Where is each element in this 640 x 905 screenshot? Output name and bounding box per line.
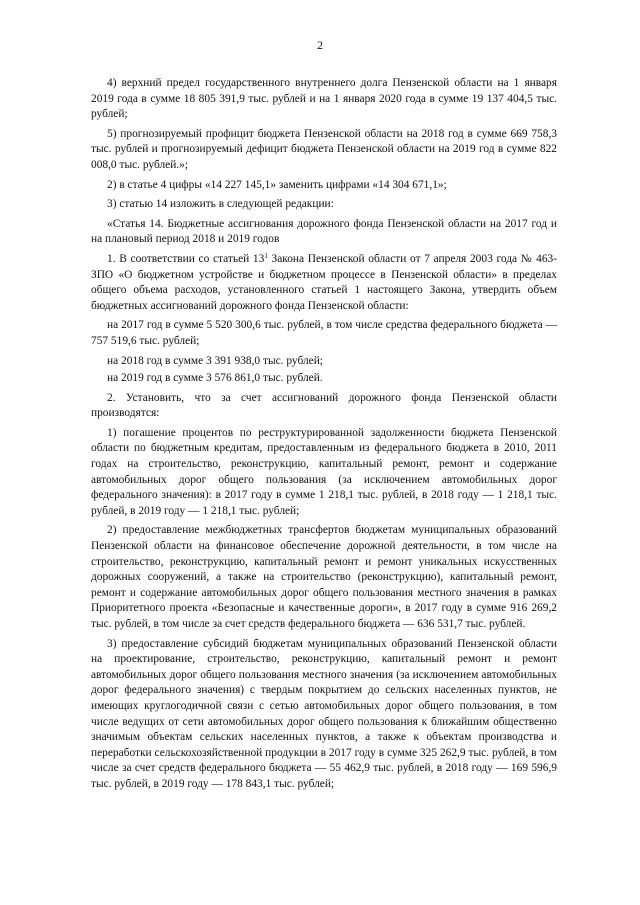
paragraph-2019-amount: на 2019 год в сумме 3 576 861,0 тыс. рублей. [107,372,323,385]
paragraph-road-fund-volume [91,252,557,314]
paragraph-2018-amount: на 2018 год в сумме 3 391 938,0 тыс. рублей; [107,354,323,367]
list-item-interbudget-transfers: 2) предоставление межбюджетных трансфертов бюджетам муниципальных образований Пензенской области на финансовое обеспечение дорожной деятельности, в том числе на строительство, реконструкцию, капитальный ремонт и ремонт уникальных искусственных дорожных сооружений, а также на строительство (реконструкцию), капитальный ремонт, ремонт и содержание автомобильных дорог общего пользования местного значения в рамках Приоритетного проекта «Безопасные и качественные дороги», в 2017 году в сумме 916 269,2 тыс. рублей, в том числе за счет средств федерального бюджета — 636 531,7 тыс. рублей. [91,524,557,630]
paragraph-road-fund-volume-rest: Закона Пензенской области от 7 апреля 2003 года № 463-ЗПО «О бюджетном устройстве и бюджетном процессе в Пензенской области» в пределах общего объема расходов, установленного статьей 1 настоящего Закона, утвердить объем бюджетных ассигнований дорожного фонда Пензенской области: [91,252,557,312]
list-item-interest-repayment: 1) погашение процентов по реструктурированной задолженности бюджета Пензенской области по бюджетным кредитам, предоставленным из федерального бюджета в 2010, 2011 годах на строительство, реконструкцию, капитальный ремонт, ремонт и содержание автомобильных дорог общего пользования (за исключением автомобильных дорог федерального значения): в 2017 году в сумме 1 218,1 тыс. рублей, в 2018 году — 1 218,1 тыс. рублей, в 2019 году — 1 218,1 тыс. рублей; [91,426,557,517]
article-14-heading: «Статья 14. Бюджетные ассигнования дорожного фонда Пензенской области на 2017 год и на плановый период 2018 и 2019 годов [91,217,557,246]
paragraph-2017-amount: на 2017 год в сумме 5 520 300,6 тыс. рублей, в том числе средства федерального бюджета — 757 519,6 тыс. рублей; [91,319,557,347]
page-number: 2 [317,38,323,52]
paragraph-road-fund-uses: 2. Установить, что за счет ассигнований дорожного фонда Пензенской области производятся: [91,391,557,420]
paragraph-surplus-deficit: 5) прогнозируемый профицит бюджета Пензенской области на 2018 год в сумме 669 758,3 тыс. рублей и прогнозируемый дефицит бюджета Пензенской области на 2019 год в сумме 822 008,0 тыс. рублей.»; [91,127,557,171]
paragraph-debt-limit: 4) верхний предел государственного внутреннего долга Пензенской области на 1 января 2019 года в сумме 18 805 391,9 тыс. рублей и на 1 января 2020 года в сумме 19 137 404,5 тыс. рублей; [91,77,557,121]
paragraph-road-fund-volume-start: 1. В соответствии со статьей 13 [107,252,265,265]
paragraph-article-14-intro: 3) статью 14 изложить в следующей редакции: [107,198,334,211]
document-body [91,76,557,797]
list-item-subsidies: 3) предоставление субсидий бюджетам муниципальных образований Пензенской области на проектирование, строительство, реконструкцию, капитальный ремонт и ремонт автомобильных дорог общего пользования местного значения (за исключением автомобильных дорог федерального значения) с твердым покрытием до сельских населенных пунктов, не имеющих круглогодичной связи с сетью автомобильных дорог общего пользования, в том числе ведущих от сети автомобильных дорог общего пользования к ближайшим общественно значимым объектам сельских населенных пунктов, а также к объектам производства и переработки сельскохозяйственной продукции в 2017 году в сумме 325 262,9 тыс. рублей, в том числе за счет средств федерального бюджета — 55 462,9 тыс. рублей, в 2018 году — 169 596,9 тыс. рублей, в 2019 году — 178 843,1 тыс. рублей; [91,637,557,790]
paragraph-article-4-change: 2) в статье 4 цифры «14 227 145,1» заменить цифрами «14 304 671,1»; [107,178,447,191]
superscript-mark: 1 [264,251,268,260]
